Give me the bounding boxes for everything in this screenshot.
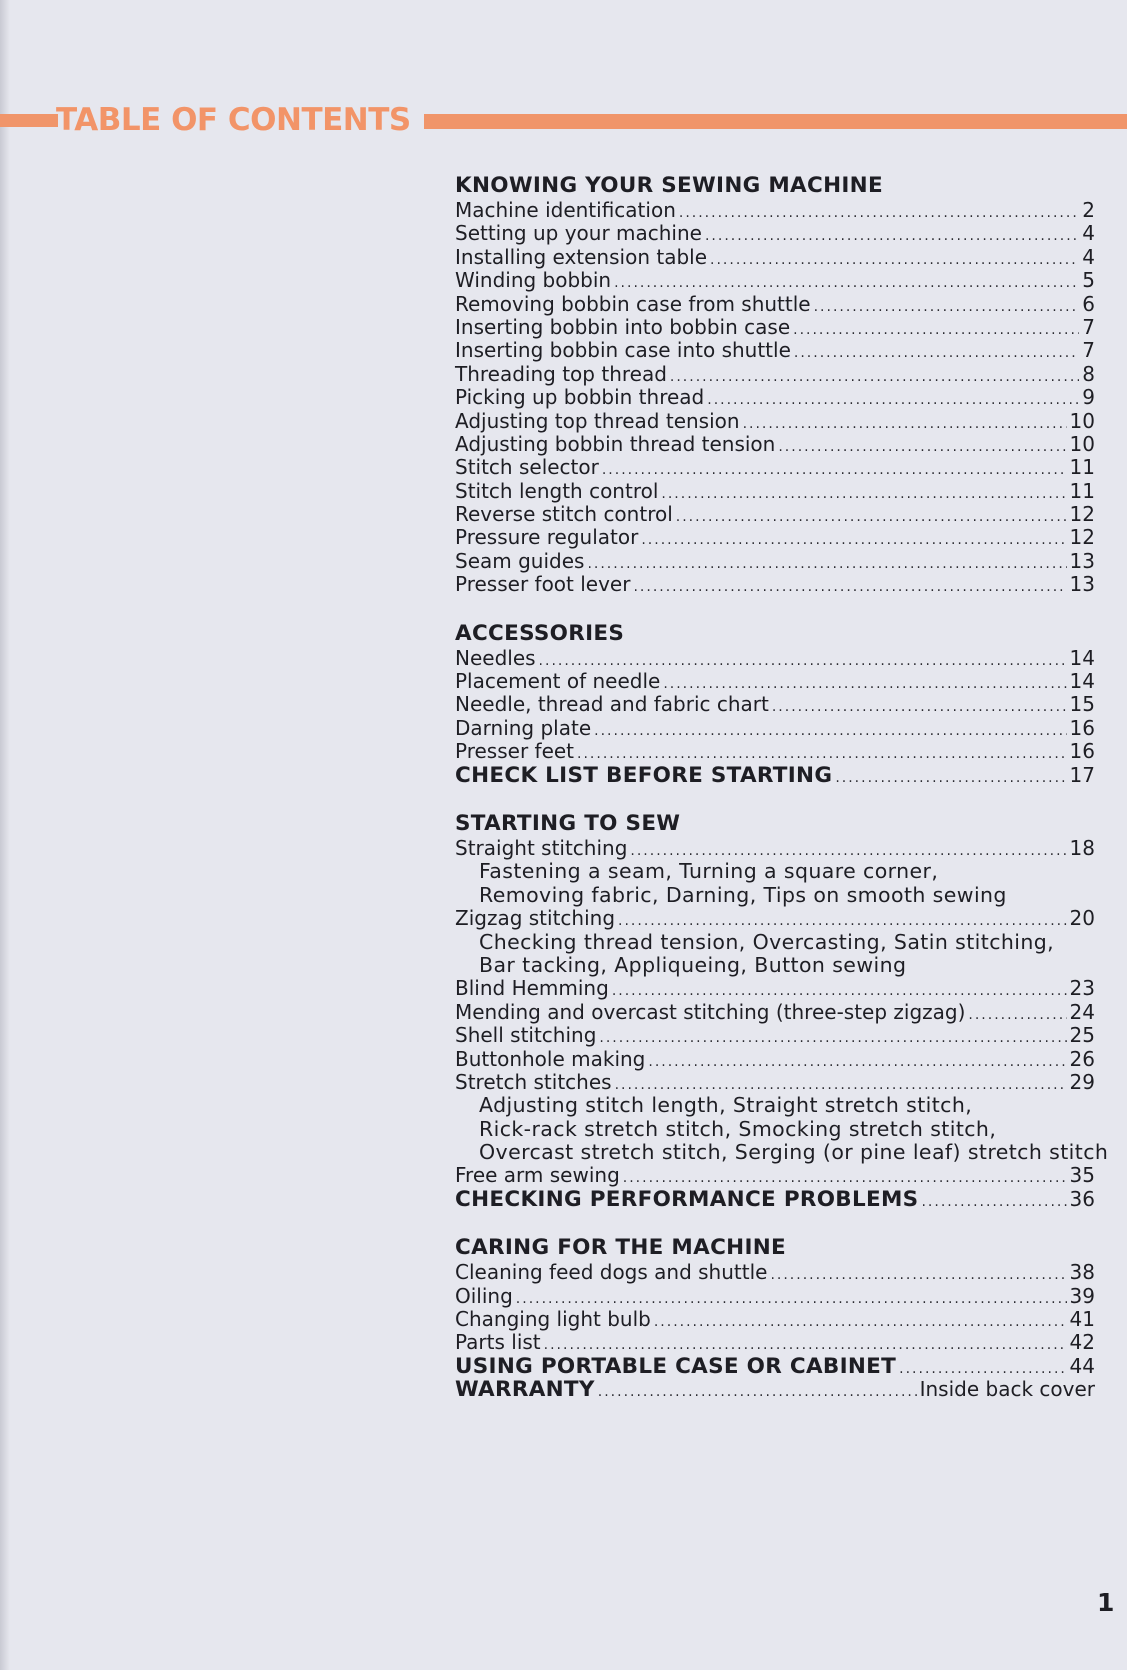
toc-entry (455, 1164, 1095, 1187)
toc-entry-page: 17 (1069, 762, 1095, 787)
toc-entry-label: Buttonhole making (455, 1046, 646, 1071)
dot-leader (705, 225, 1079, 248)
toc-entry (455, 717, 1095, 740)
toc-subtopics: Fastening a seam, Turning a square corner, (479, 859, 939, 884)
toc-entry-page: 18 (1069, 835, 1095, 860)
section-heading: CARING FOR THE MACHINE (455, 1235, 787, 1261)
toc-entry (455, 386, 1095, 409)
toc-entry (455, 647, 1095, 670)
toc-entry (455, 1331, 1095, 1354)
toc-entry-label: Adjusting top thread tension (455, 408, 740, 433)
toc-header-band (0, 100, 1127, 140)
dot-leader (814, 296, 1080, 319)
toc-entry-label: Free arm sewing (455, 1163, 620, 1188)
dot-leader (676, 506, 1067, 529)
toc-entry (455, 363, 1095, 386)
toc-entry-label: Threading top thread (455, 361, 667, 386)
toc-entry-page: 20 (1069, 906, 1095, 931)
toc-entry (455, 1378, 1095, 1401)
toc-entry (455, 740, 1095, 763)
toc-entry (455, 1001, 1095, 1024)
dot-leader (778, 436, 1066, 459)
toc-entry-page: 10 (1069, 408, 1095, 433)
toc-entry-page: 41 (1069, 1307, 1095, 1332)
toc-entry (455, 246, 1095, 269)
toc-entry-page: 26 (1069, 1046, 1095, 1071)
dot-leader (679, 202, 1079, 225)
toc-entry-page: 5 (1082, 268, 1095, 293)
toc-entry (455, 1355, 1095, 1378)
toc-subtopics: Adjusting stitch length, Straight stretch stitch, (479, 1093, 973, 1118)
toc-entry-label: Stretch stitches (455, 1069, 612, 1094)
toc-entry-page: 11 (1069, 478, 1095, 503)
dot-leader (598, 1381, 917, 1404)
toc-entry-page: 38 (1069, 1260, 1095, 1285)
toc-entry-page: 12 (1069, 525, 1095, 550)
toc-entry-label: Cleaning feed dogs and shuttle (455, 1260, 768, 1285)
toc-entry-label: Adjusting bobbin thread tension (455, 431, 776, 456)
dot-leader (587, 553, 1066, 576)
toc-entry-page: 2 (1082, 198, 1095, 222)
toc-subtopics: Bar tacking, Appliqueing, Button sewing (479, 952, 907, 977)
toc-entry (455, 670, 1095, 693)
dot-leader (794, 342, 1079, 365)
section-heading: STARTING TO SEW (455, 810, 681, 836)
toc-entry-page: 44 (1069, 1353, 1095, 1378)
toc-entry-label: Blind Hemming (455, 976, 609, 1001)
toc-entry (455, 526, 1095, 549)
toc-entry-page: 11 (1069, 455, 1095, 480)
toc-entry (455, 550, 1095, 573)
toc-entry-label: Picking up bobbin thread (455, 385, 705, 410)
dot-leader (968, 1004, 1066, 1027)
toc-entry (455, 339, 1095, 362)
toc-entry-page: 13 (1069, 572, 1095, 597)
toc-entry-page: 4 (1082, 221, 1095, 246)
toc-entry-label: Pressure regulator (455, 525, 639, 550)
toc-entry-label: Stitch selector (455, 455, 599, 480)
toc-section (455, 810, 1109, 1212)
dot-leader (602, 459, 1067, 482)
toc-entry (455, 410, 1095, 433)
toc-subtopics: Removing fabric, Darning, Tips on smooth sewing (479, 882, 1007, 907)
toc-entry (455, 222, 1095, 245)
toc-entry-page: 35 (1069, 1163, 1095, 1188)
toc-entry-page: 14 (1069, 669, 1095, 694)
toc-entry-label: Seam guides (455, 548, 585, 573)
dot-leader (707, 389, 1079, 412)
toc-entry (455, 1188, 1095, 1211)
toc-entry-label: USING PORTABLE CASE OR CABINET (455, 1353, 897, 1379)
toc-entry-label: Oiling (455, 1283, 513, 1308)
dot-leader (654, 1311, 1067, 1334)
toc-entry (455, 764, 1095, 787)
dot-leader (648, 1051, 1066, 1074)
toc-entry-page: 10 (1069, 431, 1095, 456)
dot-leader (661, 483, 1066, 506)
toc-entry-label: Parts list (455, 1330, 541, 1355)
toc-entry (455, 293, 1095, 316)
dot-leader (641, 529, 1066, 552)
toc-entry-page: 7 (1082, 314, 1095, 339)
toc-entry-page: 29 (1069, 1069, 1095, 1094)
dot-leader (670, 366, 1079, 389)
toc-entry-label: CHECKING PERFORMANCE PROBLEMS (455, 1186, 919, 1212)
toc-entry-label: Reverse stitch control (455, 502, 673, 527)
toc-entry-page: 25 (1069, 1023, 1095, 1048)
dot-leader (594, 720, 1066, 743)
dot-leader (770, 1264, 1066, 1287)
toc-entry (455, 1071, 1095, 1094)
section-heading: ACCESSORIES (455, 620, 625, 646)
toc-entry-page: 6 (1082, 291, 1095, 316)
dot-leader (772, 696, 1067, 719)
toc-entry (455, 977, 1095, 1000)
toc-entry-label: Removing bobbin case from shuttle (455, 291, 811, 316)
toc-entry-label: Winding bobbin (455, 268, 612, 293)
toc-subtopics: Overcast stretch stitch, Serging (or pine leaf) stretch stitch (479, 1140, 1109, 1165)
toc-entry-page: 4 (1082, 244, 1095, 269)
toc-entry-page: 36 (1069, 1186, 1095, 1211)
section-heading: KNOWING YOUR SEWING MACHINE (455, 173, 883, 198)
toc-entry-label: WARRANTY (455, 1377, 595, 1403)
toc-entry-page: 16 (1069, 739, 1095, 764)
toc-section (455, 1235, 1095, 1401)
toc-entry-label: Changing light bulb (455, 1307, 651, 1332)
dot-leader (633, 576, 1066, 599)
toc-entry-label: Straight stitching (455, 835, 628, 860)
toc-entry-page: 14 (1069, 645, 1095, 670)
toc-entry-label: Inserting bobbin into bobbin case (455, 314, 791, 339)
toc-entry-page: 39 (1069, 1283, 1095, 1308)
dot-leader (835, 767, 1066, 790)
toc-entry-page: 24 (1069, 999, 1095, 1024)
toc-entry-label: Needle, thread and fabric chart (455, 692, 769, 717)
toc-entry-page: 8 (1082, 361, 1095, 386)
toc-entry-label: Installing extension table (455, 244, 708, 269)
header-rule-left (0, 114, 58, 127)
toc-entry-page: 13 (1069, 548, 1095, 573)
toc-entry-page: 23 (1069, 976, 1095, 1001)
toc-entry (455, 1285, 1095, 1308)
toc-entry (455, 480, 1095, 503)
toc-entry-label: CHECK LIST BEFORE STARTING (455, 762, 833, 788)
toc-entry-label: Presser feet (455, 739, 575, 764)
toc-entry (455, 837, 1095, 860)
toc-entry-page: 7 (1082, 338, 1095, 363)
toc-entry-page: 16 (1069, 715, 1095, 740)
toc-title: TABLE OF CONTENTS (56, 102, 411, 138)
toc-entry-label: Needles (455, 645, 536, 670)
page-spine-shadow (0, 0, 10, 1670)
toc-section (455, 621, 1095, 787)
dot-leader (743, 413, 1067, 436)
dot-leader (793, 319, 1079, 342)
dot-leader (921, 1191, 1066, 1214)
toc-entry-label: Zigzag stitching (455, 906, 616, 931)
dot-leader (599, 1027, 1066, 1050)
toc-entry-page: Inside back cover (919, 1377, 1095, 1402)
toc-entry (455, 316, 1095, 339)
toc-subtopics: Rick-rack stretch stitch, Smocking stretch stitch, (479, 1116, 997, 1141)
toc-entry-page: 9 (1082, 385, 1095, 410)
toc-entry-page: 42 (1069, 1330, 1095, 1355)
toc-entry (455, 1024, 1095, 1047)
toc-entry-label: Stitch length control (455, 478, 659, 503)
toc-entry (455, 573, 1095, 596)
toc-entry (455, 693, 1095, 716)
toc-entry-label: Shell stitching (455, 1023, 597, 1048)
toc-subtopics: Checking thread tension, Overcasting, Satin stitching, (479, 929, 1055, 954)
table-of-contents (455, 173, 1109, 1403)
toc-entry (455, 907, 1095, 930)
toc-entry-label: Presser foot lever (455, 572, 631, 597)
toc-entry-label: Placement of needle (455, 669, 661, 694)
toc-entry-label: Machine identification (455, 198, 676, 222)
toc-entry-page: 12 (1069, 502, 1095, 527)
toc-entry (455, 503, 1095, 526)
header-rule-right (424, 114, 1127, 129)
toc-entry (455, 269, 1095, 292)
toc-entry (455, 456, 1095, 479)
toc-entry-label: Mending and overcast stitching (three-step zigzag) (455, 999, 966, 1024)
toc-entry (455, 1308, 1095, 1331)
toc-entry (455, 199, 1095, 222)
toc-section (455, 173, 1095, 597)
toc-entry (455, 433, 1095, 456)
toc-entry-label: Darning plate (455, 715, 592, 740)
toc-entry (455, 1261, 1095, 1284)
toc-entry-label: Setting up your machine (455, 221, 702, 246)
toc-entry (455, 1048, 1095, 1071)
page-number: 1 (1097, 1588, 1115, 1617)
dot-leader (710, 249, 1079, 272)
toc-entry-page: 15 (1069, 692, 1095, 717)
toc-entry-label: Inserting bobbin case into shuttle (455, 338, 791, 363)
